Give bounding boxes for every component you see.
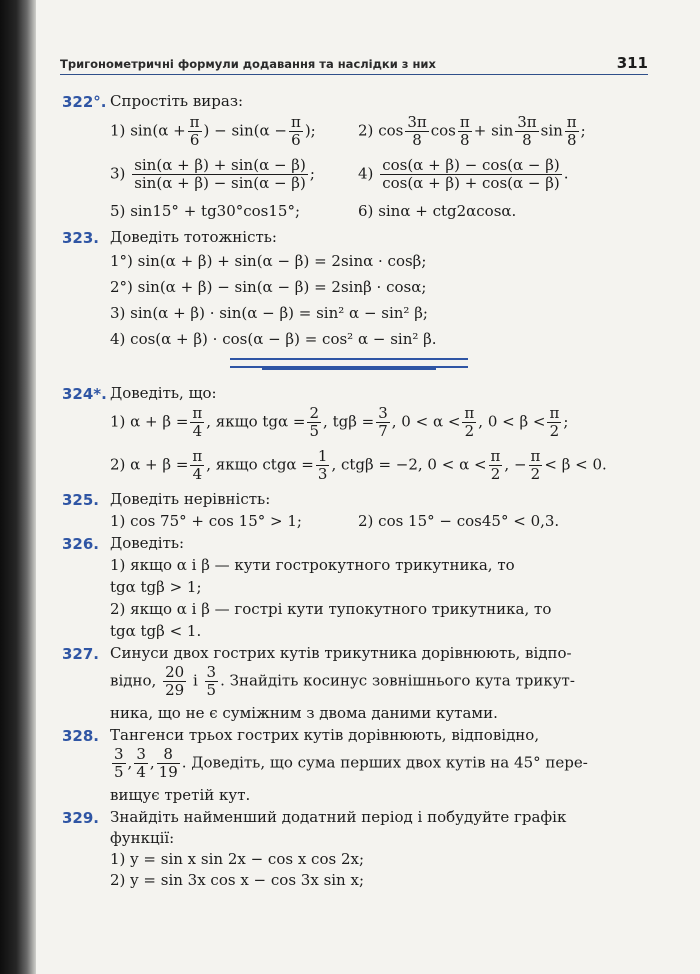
text-line: вищує третій кут. xyxy=(110,786,251,804)
inequality-1: 1) cos 75° + cos 15° > 1; xyxy=(110,512,302,530)
text-line-fractions: $\frac{3}{5}$ , $\frac{3}{4}$ , $\frac{8}{19}$ . Доведіть, що сума перших двох кутів на 45° пере- xyxy=(114,745,588,781)
function-2: 2) y = sin 3x cos x − cos 3x sin x; xyxy=(110,871,365,889)
problem-number: 327. xyxy=(62,645,100,663)
problem-prompt: Спростіть вираз: xyxy=(110,92,244,110)
statement-326-2-cont: tgα tgβ < 1. xyxy=(110,622,202,640)
problem-prompt: Доведіть тотожність: xyxy=(110,228,277,246)
item-322-2: 2) cos $\frac{3\pi}{8}$ cos $\frac{\pi}{8}$ + sin $\frac{3\pi}{8}$ sin $\frac{\pi}{8}$ ; xyxy=(358,113,586,149)
text-line: функції: xyxy=(110,829,175,847)
item-322-6: 6) sinα + ctg2αcosα. xyxy=(358,202,517,220)
statement-326-1-cont: tgα tgβ > 1; xyxy=(110,578,202,596)
statement-324-1: 1) α + β = $\frac{\pi}{4}$ , якщо tgα = $\frac{2}{5}$ , tgβ = $\frac{3}{7}$ , 0 < α < $\frac{\pi}{2}$ , 0 < β < $\frac{\pi}{2}$ ; xyxy=(110,404,569,440)
problem-number: 325. xyxy=(62,491,100,509)
identity-1: 1°) sin(α + β) + sin(α − β) = 2sinα · cosβ; xyxy=(110,252,427,270)
problem-prompt: Доведіть: xyxy=(110,534,185,552)
page-header xyxy=(60,49,648,75)
text-line: Знайдіть найменший додатний період і побудуйте графік xyxy=(110,808,567,826)
text-line: Тангенси трьох гострих кутів дорівнюють, відповідно, xyxy=(110,726,540,744)
text-line-fractions: відно, $\frac{20}{29}$ і $\frac{3}{5}$ . Знайдіть косинус зовнішнього кута трикут- xyxy=(110,663,575,699)
section-divider xyxy=(230,358,468,368)
problem-number: 326. xyxy=(62,535,100,553)
item-322-5: 5) sin15° + tg30°cos15°; xyxy=(110,202,301,220)
statement-324-2: 2) α + β = $\frac{\pi}{4}$ , якщо ctgα = $\frac{1}{3}$ , ctgβ = −2, 0 < α < $\frac{\pi}{2}$ , − $\frac{\pi}{2}$ < β < 0. xyxy=(110,447,607,483)
book-spine-shadow xyxy=(0,0,36,974)
item-322-1: 1) sin(α + $\frac{\pi}{6}$ ) − sin(α − $\frac{\pi}{6}$ ); xyxy=(110,113,316,149)
item-322-4: 4) $\frac{\cos(\alpha + \beta) - \cos(\alpha - \beta)}{\cos(\alpha + \beta) + \cos(\alpha - \beta)}$ . xyxy=(358,156,569,192)
problem-number: 328. xyxy=(62,727,100,745)
header-rule xyxy=(60,74,648,75)
problem-number: 324*. xyxy=(62,385,107,403)
problem-number: 322°. xyxy=(62,93,107,111)
textbook-page xyxy=(50,0,690,974)
identity-2: 2°) sin(α + β) − sin(α − β) = 2sinβ · cosα; xyxy=(110,278,427,296)
running-title: Тригонометричні формули додавання та наслідки з них xyxy=(60,57,436,71)
identity-4: 4) cos(α + β) · cos(α − β) = cos² α − sin² β. xyxy=(110,330,437,348)
page-number: 311 xyxy=(616,54,648,72)
identity-3: 3) sin(α + β) · sin(α − β) = sin² α − sin² β; xyxy=(110,304,428,322)
problem-number: 329. xyxy=(62,809,100,827)
problem-prompt: Доведіть, що: xyxy=(110,384,217,402)
text-line: Синуси двох гострих кутів трикутника дорівнюють, відпо- xyxy=(110,644,572,662)
statement-326-2: 2) якщо α і β — гострі кути тупокутного трикутника, то xyxy=(110,600,552,618)
text-line: ника, що не є суміжним з двома даними кутами. xyxy=(110,704,498,722)
function-1: 1) y = sin x sin 2x − cos x cos 2x; xyxy=(110,850,365,868)
problem-prompt: Доведіть нерівність: xyxy=(110,490,271,508)
inequality-2: 2) cos 15° − cos45° < 0,3. xyxy=(358,512,560,530)
statement-326-1: 1) якщо α і β — кути гострокутного трикутника, то xyxy=(110,556,515,574)
item-322-3: 3) $\frac{\sin(\alpha + \beta) + \sin(\alpha - \beta)}{\sin(\alpha + \beta) - \sin(\alpha - \beta)}$ ; xyxy=(110,156,315,192)
problem-number: 323. xyxy=(62,229,100,247)
section-divider-lower xyxy=(262,368,436,370)
